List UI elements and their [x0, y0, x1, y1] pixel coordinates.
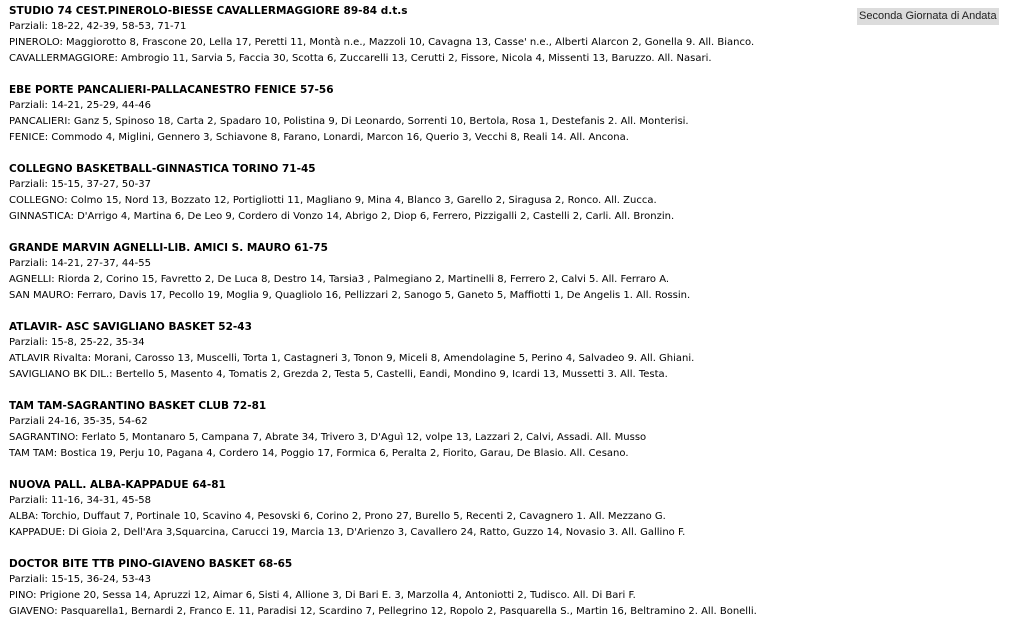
- home-team-scorers: PINEROLO: Maggiorotto 8, Frascone 20, Lella 17, Peretti 11, Montà n.e., Mazzoli 10, Cavagna 13, Casse' n.e., Alberti Alarcon 2, Gonella 9. All. Bianco.: [9, 37, 755, 48]
- game-block: [9, 82, 849, 146]
- game-title: NUOVA PALL. ALBA-KAPPADUE 64-81: [9, 479, 226, 491]
- game-partials: Parziali: 15-8, 25-22, 35-34: [9, 337, 145, 348]
- game-partials: Parziali: 18-22, 42-39, 58-53, 71-71: [9, 21, 187, 32]
- away-team-scorers: KAPPADUE: Di Gioia 2, Dell'Ara 3,Squarcina, Carucci 19, Marcia 13, D'Arienzo 3, Cavallero 24, Ratto, Guzzo 14, Novasio 3. All. Gallino F.: [9, 527, 686, 538]
- game-block: [9, 398, 849, 462]
- home-team-scorers: COLLEGNO: Colmo 15, Nord 13, Bozzato 12, Portigliotti 11, Magliano 9, Mina 4, Blanco 3, Garello 2, Siragusa 2, Ronco. All. Zucca.: [9, 195, 657, 206]
- game-partials: Parziali: 11-16, 34-31, 45-58: [9, 495, 151, 506]
- home-team-scorers: PINO: Prigione 20, Sessa 14, Apruzzi 12, Aimar 6, Sisti 4, Allione 3, Di Bari E. 3, Marzolla 4, Antoniotti 2, Tudisco. All. Di Bari F.: [9, 590, 636, 601]
- round-label: Seconda Giornata di Andata: [857, 8, 999, 25]
- home-team-scorers: ALBA: Torchio, Duffaut 7, Portinale 10, Scavino 4, Pesovski 6, Corino 2, Prono 27, Burello 5, Recenti 2, Cavagnero 1. All. Mezzano G.: [9, 511, 666, 522]
- away-team-scorers: TAM TAM: Bostica 19, Perju 10, Pagana 4, Cordero 14, Poggio 17, Formica 6, Peralta 2, Fiorito, Garau, De Blasio. All. Cesano.: [9, 448, 629, 459]
- results-list: [9, 3, 849, 635]
- game-block: [9, 240, 849, 304]
- away-team-scorers: GIAVENO: Pasquarella1, Bernardi 2, Franco E. 11, Paradisi 12, Scardino 7, Pellegrino 12, Ropolo 2, Pasquarella S., Martin 16, Beltramino 2. All. Bonelli.: [9, 606, 757, 617]
- away-team-scorers: SAVIGLIANO BK DIL.: Bertello 5, Masento 4, Tomatis 2, Grezda 2, Testa 5, Castelli, Eandi, Mondino 9, Icardi 13, Mussetti 3. All. Testa.: [9, 369, 668, 380]
- game-title: GRANDE MARVIN AGNELLI-LIB. AMICI S. MAURO 61-75: [9, 242, 328, 254]
- game-title: EBE PORTE PANCALIERI-PALLACANESTRO FENICE 57-56: [9, 84, 334, 96]
- game-block: [9, 3, 849, 67]
- game-block: [9, 161, 849, 225]
- game-block: [9, 319, 849, 383]
- game-title: STUDIO 74 CEST.PINEROLO-BIESSE CAVALLERMAGGIORE 89-84 d.t.s: [9, 5, 408, 17]
- game-title: DOCTOR BITE TTB PINO-GIAVENO BASKET 68-65: [9, 558, 293, 570]
- away-team-scorers: SAN MAURO: Ferraro, Davis 17, Pecollo 19, Moglia 9, Quagliolo 16, Pellizzari 2, Sanogo 5, Ganeto 5, Maffiotti 1, De Angelis 1. All. Rossin.: [9, 290, 691, 301]
- home-team-scorers: AGNELLI: Riorda 2, Corino 15, Favretto 2, De Luca 8, Destro 14, Tarsia3 , Palmegiano 2, Martinelli 8, Ferrero 2, Calvi 5. All. Ferraro A.: [9, 274, 670, 285]
- game-title: TAM TAM-SAGRANTINO BASKET CLUB 72-81: [9, 400, 267, 412]
- home-team-scorers: PANCALIERI: Ganz 5, Spinoso 18, Carta 2, Spadaro 10, Polistina 9, Di Leonardo, Sorrenti 10, Bertola, Rosa 1, Destefanis 2. All. Monterisi.: [9, 116, 689, 127]
- away-team-scorers: CAVALLERMAGGIORE: Ambrogio 11, Sarvia 5, Faccia 30, Scotta 6, Zuccarelli 13, Cerutti 2, Fissore, Nicola 4, Missenti 13, Baruzzo. All. Nasari.: [9, 53, 712, 64]
- away-team-scorers: GINNASTICA: D'Arrigo 4, Martina 6, De Leo 9, Cordero di Vonzo 14, Abrigo 2, Diop 6, Ferrero, Pizzigalli 2, Castelli 2, Carli. All. Bronzin.: [9, 211, 675, 222]
- game-partials: Parziali: 15-15, 37-27, 50-37: [9, 179, 151, 190]
- home-team-scorers: SAGRANTINO: Ferlato 5, Montanaro 5, Campana 7, Abrate 34, Trivero 3, D'Aguì 12, volpe 13, Lazzari 2, Calvi, Assadi. All. Musso: [9, 432, 647, 443]
- game-partials: Parziali: 14-21, 25-29, 44-46: [9, 100, 151, 111]
- away-team-scorers: FENICE: Commodo 4, Miglini, Gennero 3, Schiavone 8, Farano, Lonardi, Marcon 16, Querio 3, Vecchi 8, Reali 14. All. Ancona.: [9, 132, 629, 143]
- game-partials: Parziali: 14-21, 27-37, 44-55: [9, 258, 151, 269]
- game-title: ATLAVIR- ASC SAVIGLIANO BASKET 52-43: [9, 321, 252, 333]
- game-block: [9, 556, 849, 620]
- game-partials: Parziali: 15-15, 36-24, 53-43: [9, 574, 151, 585]
- game-title: COLLEGNO BASKETBALL-GINNASTICA TORINO 71-45: [9, 163, 316, 175]
- home-team-scorers: ATLAVIR Rivalta: Morani, Carosso 13, Muscelli, Torta 1, Castagneri 3, Tonon 9, Miceli 8, Amendolagine 5, Perino 4, Salvadeo 9. All. Ghiani.: [9, 353, 695, 364]
- game-block: [9, 477, 849, 541]
- game-partials: Parziali 24-16, 35-35, 54-62: [9, 416, 148, 427]
